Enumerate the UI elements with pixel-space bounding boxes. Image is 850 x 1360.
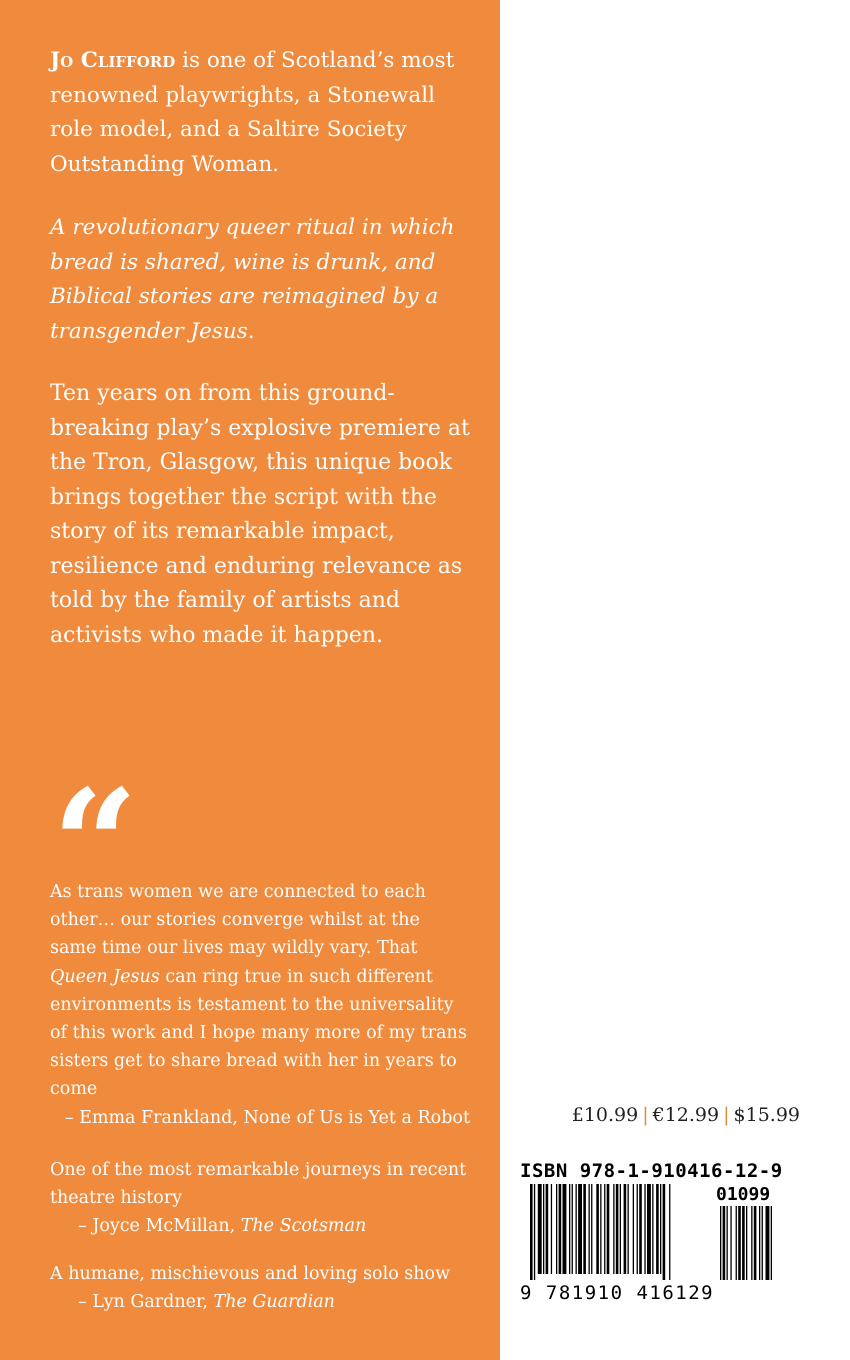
- barcode-bar: [583, 1184, 586, 1274]
- addon-bar: [730, 1206, 731, 1280]
- barcode-bar: [576, 1184, 577, 1274]
- barcode-bar: [656, 1184, 659, 1274]
- barcode-bar: [652, 1184, 653, 1274]
- barcode-bar: [613, 1184, 614, 1274]
- barcode-bar: [647, 1184, 651, 1274]
- barcode-bar: [559, 1184, 562, 1274]
- price-gbp: £10.99: [571, 1104, 639, 1126]
- barcode-bar: [534, 1184, 535, 1280]
- barcode-bar: [633, 1184, 634, 1274]
- isbn-barcode: [520, 1160, 800, 1310]
- barcode-bar: [604, 1184, 605, 1274]
- barcode-bar: [616, 1184, 619, 1274]
- barcode-bar: [589, 1184, 590, 1274]
- addon-bar: [762, 1206, 763, 1280]
- author-bio-text: is one of Scotland’s most renowned playwrights, a Stonewall role model, and a Saltire Society Outstanding Woman.: [50, 48, 455, 177]
- addon-bar: [738, 1206, 741, 1280]
- addon-bar: [720, 1206, 721, 1280]
- addon-bar: [727, 1206, 728, 1280]
- barcode-bar: [628, 1184, 629, 1274]
- quote-mark-icon: “: [52, 757, 139, 933]
- isbn-label: ISBN 978-1-910416-12-9: [520, 1160, 783, 1182]
- barcode-bar: [538, 1184, 542, 1274]
- barcode-bar: [639, 1184, 642, 1274]
- price-list: £10.99 | €12.99 | $15.99: [571, 1104, 800, 1126]
- author-bio: [50, 44, 470, 182]
- review-quote-3-attribution: – Lyn Gardner, The Guardian: [78, 1292, 335, 1313]
- barcode-bar: [637, 1184, 638, 1274]
- addon-bar: [742, 1206, 745, 1280]
- addon-bar: [751, 1206, 752, 1280]
- ean-digits: 9 781910 416129: [520, 1282, 715, 1304]
- addon-bar: [766, 1206, 770, 1280]
- review-quote-3: [50, 1260, 470, 1316]
- addon-bar: [759, 1206, 760, 1280]
- barcode-bar: [607, 1184, 610, 1274]
- addon-bar: [723, 1206, 726, 1280]
- barcode-bar: [591, 1184, 592, 1274]
- barcode-bar: [669, 1184, 670, 1280]
- barcode-bar: [578, 1184, 582, 1274]
- review-quote-2-text: One of the most remarkable journeys in recent theatre history: [50, 1160, 467, 1209]
- barcode-bar: [660, 1184, 661, 1274]
- barcode-bar: [546, 1184, 549, 1274]
- barcode-bar: [530, 1184, 533, 1280]
- author-name: Jo Clifford: [50, 48, 176, 73]
- barcode-bar: [563, 1184, 567, 1274]
- barcode-bar: [569, 1184, 570, 1274]
- price-usd: $15.99: [733, 1104, 800, 1126]
- barcode-bar: [663, 1184, 666, 1280]
- tagline: A revolutionary queer ritual in which bread is shared, wine is drunk, and Biblical stories are reimagined by a transgender Jesus.: [50, 215, 455, 344]
- barcode-bar: [620, 1184, 621, 1274]
- barcode-bar: [624, 1184, 627, 1274]
- price-addon-digits: 01099: [716, 1184, 771, 1205]
- barcode-bar: [543, 1184, 544, 1274]
- addon-bar: [754, 1206, 757, 1280]
- barcode-bar: [556, 1184, 557, 1274]
- review-quote-2-attribution: – Joyce McMillan, The Scotsman: [78, 1216, 367, 1237]
- barcode-bar: [572, 1184, 573, 1274]
- review-quote-1-attribution: – Emma Frankland, None of Us is Yet a Robot: [64, 1107, 470, 1128]
- barcode-bars: [520, 1184, 800, 1284]
- addon-bar: [771, 1206, 772, 1280]
- play-title: Queen Jesus: [50, 966, 160, 987]
- barcode-bar: [551, 1184, 552, 1274]
- addon-bar: [746, 1206, 747, 1280]
- blurb: Ten years on from this ground-breaking play’s explosive premiere at the Tron, Glasgow, this unique book brings together the script with the story of its remarkable impact, resilience and enduring relevance as told by the family of artists and activists who made it happen.: [50, 381, 470, 648]
- review-quote-1: [50, 878, 470, 1132]
- barcode-bar: [644, 1184, 645, 1274]
- barcode-bar: [596, 1184, 599, 1274]
- review-quote-3-text: A humane, mischievous and loving solo show: [50, 1264, 451, 1284]
- review-quote-1-text: As trans women we are connected to each other… our stories converge whilst at the same time our lives may wildly vary. That Queen Jesus can ring true in such different environments is testament to the universality of this work and I hope many more of my trans sisters get to share bread with her in years to come: [50, 882, 467, 1100]
- addon-bar: [736, 1206, 737, 1280]
- review-quote-2: [50, 1156, 470, 1241]
- price-eur: €12.99: [652, 1104, 720, 1126]
- barcode-bar: [600, 1184, 601, 1274]
